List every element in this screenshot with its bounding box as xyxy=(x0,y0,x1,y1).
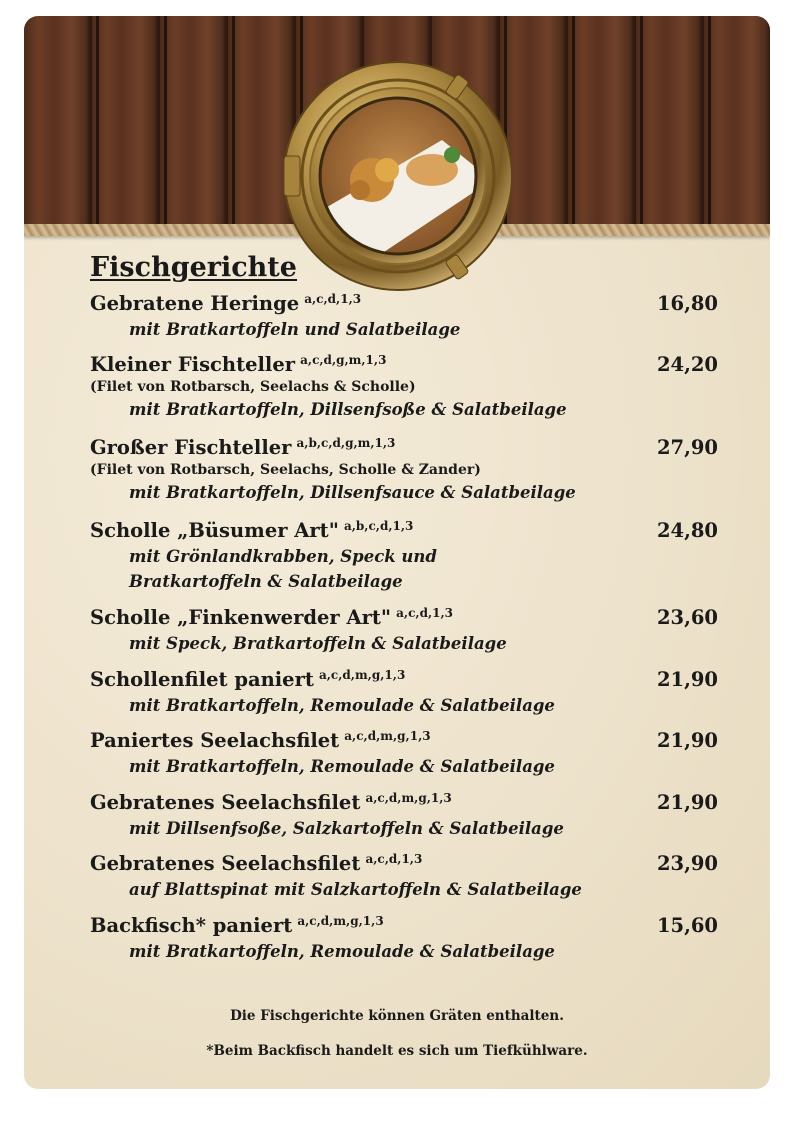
allergen-codes: a,c,d,m,g,1,3 xyxy=(318,668,406,682)
footer-note-bones: Die Fischgerichte können Gräten enthalten. xyxy=(230,1008,564,1024)
menu-item xyxy=(90,668,730,718)
allergen-codes: a,b,c,d,1,3 xyxy=(343,519,414,533)
plank-seam xyxy=(96,16,99,228)
dish-name: Paniertes Seelachsfilet xyxy=(90,729,340,752)
dish-name: Scholle „Büsumer Art" xyxy=(90,519,339,542)
dish-name: Kleiner Fischteller xyxy=(90,353,296,376)
dish-description: mit Grönlandkrabben, Speck und Bratkartoffeln & Salatbeilage xyxy=(129,547,437,591)
allergen-codes: a,c,d,m,g,1,3 xyxy=(344,729,431,743)
allergen-codes: a,c,d,m,g,1,3 xyxy=(297,914,384,928)
dish-price: 27,90 xyxy=(656,436,718,459)
allergen-codes: a,c,d,g,m,1,3 xyxy=(300,353,387,367)
plank-seam xyxy=(708,16,711,228)
dish-name: Scholle „Finkenwerder Art" xyxy=(90,606,392,629)
dish-description: auf Blattspinat mit Salzkartoffeln & Salatbeilage xyxy=(129,880,582,899)
plank-seam xyxy=(572,16,575,228)
menu-item xyxy=(90,791,730,841)
dish-description: mit Speck, Bratkartoffeln & Salatbeilage xyxy=(129,634,507,653)
dish-note: (Filet von Rotbarsch, Seelachs, Scholle & Zander) xyxy=(90,462,481,478)
menu-item xyxy=(90,292,730,342)
menu-item xyxy=(90,914,730,964)
allergen-codes: a,c,d,1,3 xyxy=(365,852,423,866)
section-title: Fischgerichte xyxy=(90,252,297,283)
plank-seam xyxy=(640,16,643,228)
dish-name: Backfisch* paniert xyxy=(90,914,293,937)
porthole-image xyxy=(282,60,514,292)
dish-description: mit Dillsenfsoße, Salzkartoffeln & Salatbeilage xyxy=(129,819,564,838)
plank-seam xyxy=(232,16,235,228)
menu-item xyxy=(90,852,730,902)
dish-name: Gebratenes Seelachsfilet xyxy=(90,852,361,875)
dish-description: mit Bratkartoffeln und Salatbeilage xyxy=(129,320,461,339)
dish-price: 15,60 xyxy=(656,914,718,937)
dish-price: 16,80 xyxy=(656,292,718,315)
dish-price: 21,90 xyxy=(656,791,718,814)
allergen-codes: a,b,c,d,g,m,1,3 xyxy=(296,436,396,450)
dish-description: mit Bratkartoffeln, Dillsenfsoße & Salatbeilage xyxy=(129,400,567,419)
dish-price: 24,80 xyxy=(656,519,718,542)
dish-price: 21,90 xyxy=(656,668,718,691)
allergen-codes: a,c,d,m,g,1,3 xyxy=(365,791,452,805)
menu-item xyxy=(90,606,730,656)
dish-description: mit Bratkartoffeln, Remoulade & Salatbeilage xyxy=(129,757,555,776)
menu-card xyxy=(24,16,770,1089)
allergen-codes: a,c,d,1,3 xyxy=(304,292,362,306)
menu-item xyxy=(90,436,730,505)
menu-item xyxy=(90,519,730,594)
dish-name: Gebratene Heringe xyxy=(90,292,300,315)
menu-item xyxy=(90,353,730,422)
dish-description: mit Bratkartoffeln, Remoulade & Salatbeilage xyxy=(129,942,555,961)
dish-name: Schollenfilet paniert xyxy=(90,668,314,691)
plank-seam xyxy=(164,16,167,228)
dish-description: mit Bratkartoffeln, Dillsenfsauce & Salatbeilage xyxy=(129,483,576,502)
dish-price: 21,90 xyxy=(656,729,718,752)
footer-note-frozen: *Beim Backfisch handelt es sich um Tiefkühlware. xyxy=(206,1043,588,1059)
dish-name: Großer Fischteller xyxy=(90,436,292,459)
dish-price: 23,60 xyxy=(656,606,718,629)
allergen-codes: a,c,d,1,3 xyxy=(396,606,454,620)
dish-price: 24,20 xyxy=(656,353,718,376)
menu-item xyxy=(90,729,730,779)
dish-note: (Filet von Rotbarsch, Seelachs & Scholle) xyxy=(90,379,416,395)
dish-price: 23,90 xyxy=(656,852,718,875)
dish-name: Gebratenes Seelachsfilet xyxy=(90,791,361,814)
dish-description: mit Bratkartoffeln, Remoulade & Salatbeilage xyxy=(129,696,555,715)
